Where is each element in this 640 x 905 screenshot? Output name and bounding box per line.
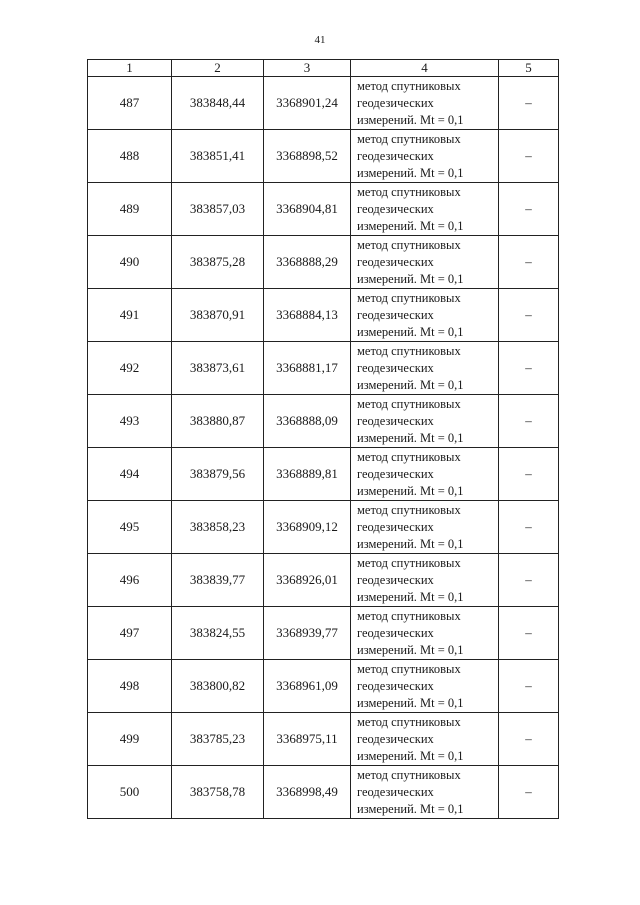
point-number-cell: 500 [88,766,172,819]
method-line: измерений. Mt = 0,1 [357,430,464,445]
page-number: 41 [314,34,326,46]
note-cell: – [499,448,559,501]
point-number-cell: 491 [88,289,172,342]
method-cell [351,289,499,342]
column-header-2: 2 [172,60,264,77]
table-row [88,130,559,183]
method-line: геодезических [357,519,434,534]
note-cell: – [499,130,559,183]
y-coordinate-cell: 3368898,52 [264,130,351,183]
x-coordinate-cell: 383785,23 [172,713,264,766]
method-line: измерений. Mt = 0,1 [357,642,464,657]
table-row [88,342,559,395]
x-coordinate-cell: 383824,55 [172,607,264,660]
table-row [88,77,559,130]
method-line: метод спутниковых [357,237,461,252]
y-coordinate-cell: 3368909,12 [264,501,351,554]
method-line: измерений. Mt = 0,1 [357,483,464,498]
column-header-1: 1 [88,60,172,77]
note-cell: – [499,183,559,236]
method-line: измерений. Mt = 0,1 [357,748,464,763]
point-number-cell: 495 [88,501,172,554]
note-cell: – [499,395,559,448]
method-cell [351,395,499,448]
method-line: измерений. Mt = 0,1 [357,112,464,127]
method-line: метод спутниковых [357,131,461,146]
method-line: метод спутниковых [357,767,461,782]
point-number-cell: 489 [88,183,172,236]
note-cell: – [499,501,559,554]
method-line: геодезических [357,95,434,110]
method-line: метод спутниковых [357,661,461,676]
method-cell [351,236,499,289]
method-line: геодезических [357,731,434,746]
point-number-cell: 497 [88,607,172,660]
method-line: метод спутниковых [357,78,461,93]
method-line: измерений. Mt = 0,1 [357,801,464,816]
point-number-cell: 499 [88,713,172,766]
y-coordinate-cell: 3368961,09 [264,660,351,713]
method-line: измерений. Mt = 0,1 [357,271,464,286]
y-coordinate-cell: 3368901,24 [264,77,351,130]
table-row [88,395,559,448]
note-cell: – [499,660,559,713]
method-cell [351,713,499,766]
x-coordinate-cell: 383848,44 [172,77,264,130]
table-row [88,501,559,554]
method-line: метод спутниковых [357,343,461,358]
method-line: метод спутниковых [357,449,461,464]
table-row [88,554,559,607]
method-line: метод спутниковых [357,714,461,729]
method-line: геодезических [357,413,434,428]
y-coordinate-cell: 3368881,17 [264,342,351,395]
method-line: измерений. Mt = 0,1 [357,324,464,339]
x-coordinate-cell: 383800,82 [172,660,264,713]
method-cell [351,448,499,501]
method-line: геодезических [357,254,434,269]
y-coordinate-cell: 3368975,11 [264,713,351,766]
point-number-cell: 490 [88,236,172,289]
table-row [88,289,559,342]
x-coordinate-cell: 383880,87 [172,395,264,448]
point-number-cell: 488 [88,130,172,183]
method-cell [351,342,499,395]
x-coordinate-cell: 383858,23 [172,501,264,554]
note-cell: – [499,713,559,766]
method-line: измерений. Mt = 0,1 [357,695,464,710]
point-number-cell: 492 [88,342,172,395]
x-coordinate-cell: 383839,77 [172,554,264,607]
method-cell [351,501,499,554]
table-row [88,660,559,713]
method-cell [351,660,499,713]
note-cell: – [499,289,559,342]
note-cell: – [499,236,559,289]
method-line: измерений. Mt = 0,1 [357,377,464,392]
table-row [88,448,559,501]
column-header-4: 4 [351,60,499,77]
method-cell [351,183,499,236]
method-line: измерений. Mt = 0,1 [357,589,464,604]
y-coordinate-cell: 3368884,13 [264,289,351,342]
note-cell: – [499,766,559,819]
point-number-cell: 496 [88,554,172,607]
x-coordinate-cell: 383758,78 [172,766,264,819]
table-row [88,183,559,236]
header-row [88,60,559,77]
column-header-5: 5 [499,60,559,77]
y-coordinate-cell: 3368939,77 [264,607,351,660]
method-line: измерений. Mt = 0,1 [357,218,464,233]
y-coordinate-cell: 3368888,29 [264,236,351,289]
method-line: геодезических [357,466,434,481]
x-coordinate-cell: 383851,41 [172,130,264,183]
method-line: геодезических [357,307,434,322]
method-line: метод спутниковых [357,184,461,199]
method-cell [351,77,499,130]
point-number-cell: 494 [88,448,172,501]
y-coordinate-cell: 3368926,01 [264,554,351,607]
method-line: геодезических [357,201,434,216]
x-coordinate-cell: 383875,28 [172,236,264,289]
coordinates-table [87,59,559,819]
method-cell [351,607,499,660]
method-line: геодезических [357,148,434,163]
method-line: геодезических [357,625,434,640]
method-line: метод спутниковых [357,555,461,570]
method-cell [351,130,499,183]
x-coordinate-cell: 383879,56 [172,448,264,501]
point-number-cell: 498 [88,660,172,713]
method-line: измерений. Mt = 0,1 [357,165,464,180]
point-number-cell: 487 [88,77,172,130]
y-coordinate-cell: 3368889,81 [264,448,351,501]
method-line: геодезических [357,784,434,799]
method-line: геодезических [357,360,434,375]
column-header-3: 3 [264,60,351,77]
table-row [88,713,559,766]
x-coordinate-cell: 383857,03 [172,183,264,236]
method-line: геодезических [357,678,434,693]
y-coordinate-cell: 3368998,49 [264,766,351,819]
y-coordinate-cell: 3368904,81 [264,183,351,236]
table-row [88,607,559,660]
note-cell: – [499,554,559,607]
x-coordinate-cell: 383873,61 [172,342,264,395]
x-coordinate-cell: 383870,91 [172,289,264,342]
note-cell: – [499,607,559,660]
y-coordinate-cell: 3368888,09 [264,395,351,448]
table-row [88,236,559,289]
method-line: измерений. Mt = 0,1 [357,536,464,551]
method-line: геодезических [357,572,434,587]
method-cell [351,554,499,607]
note-cell: – [499,342,559,395]
point-number-cell: 493 [88,395,172,448]
method-line: метод спутниковых [357,290,461,305]
method-line: метод спутниковых [357,608,461,623]
method-cell [351,766,499,819]
note-cell: – [499,77,559,130]
method-line: метод спутниковых [357,502,461,517]
table-row [88,766,559,819]
method-line: метод спутниковых [357,396,461,411]
